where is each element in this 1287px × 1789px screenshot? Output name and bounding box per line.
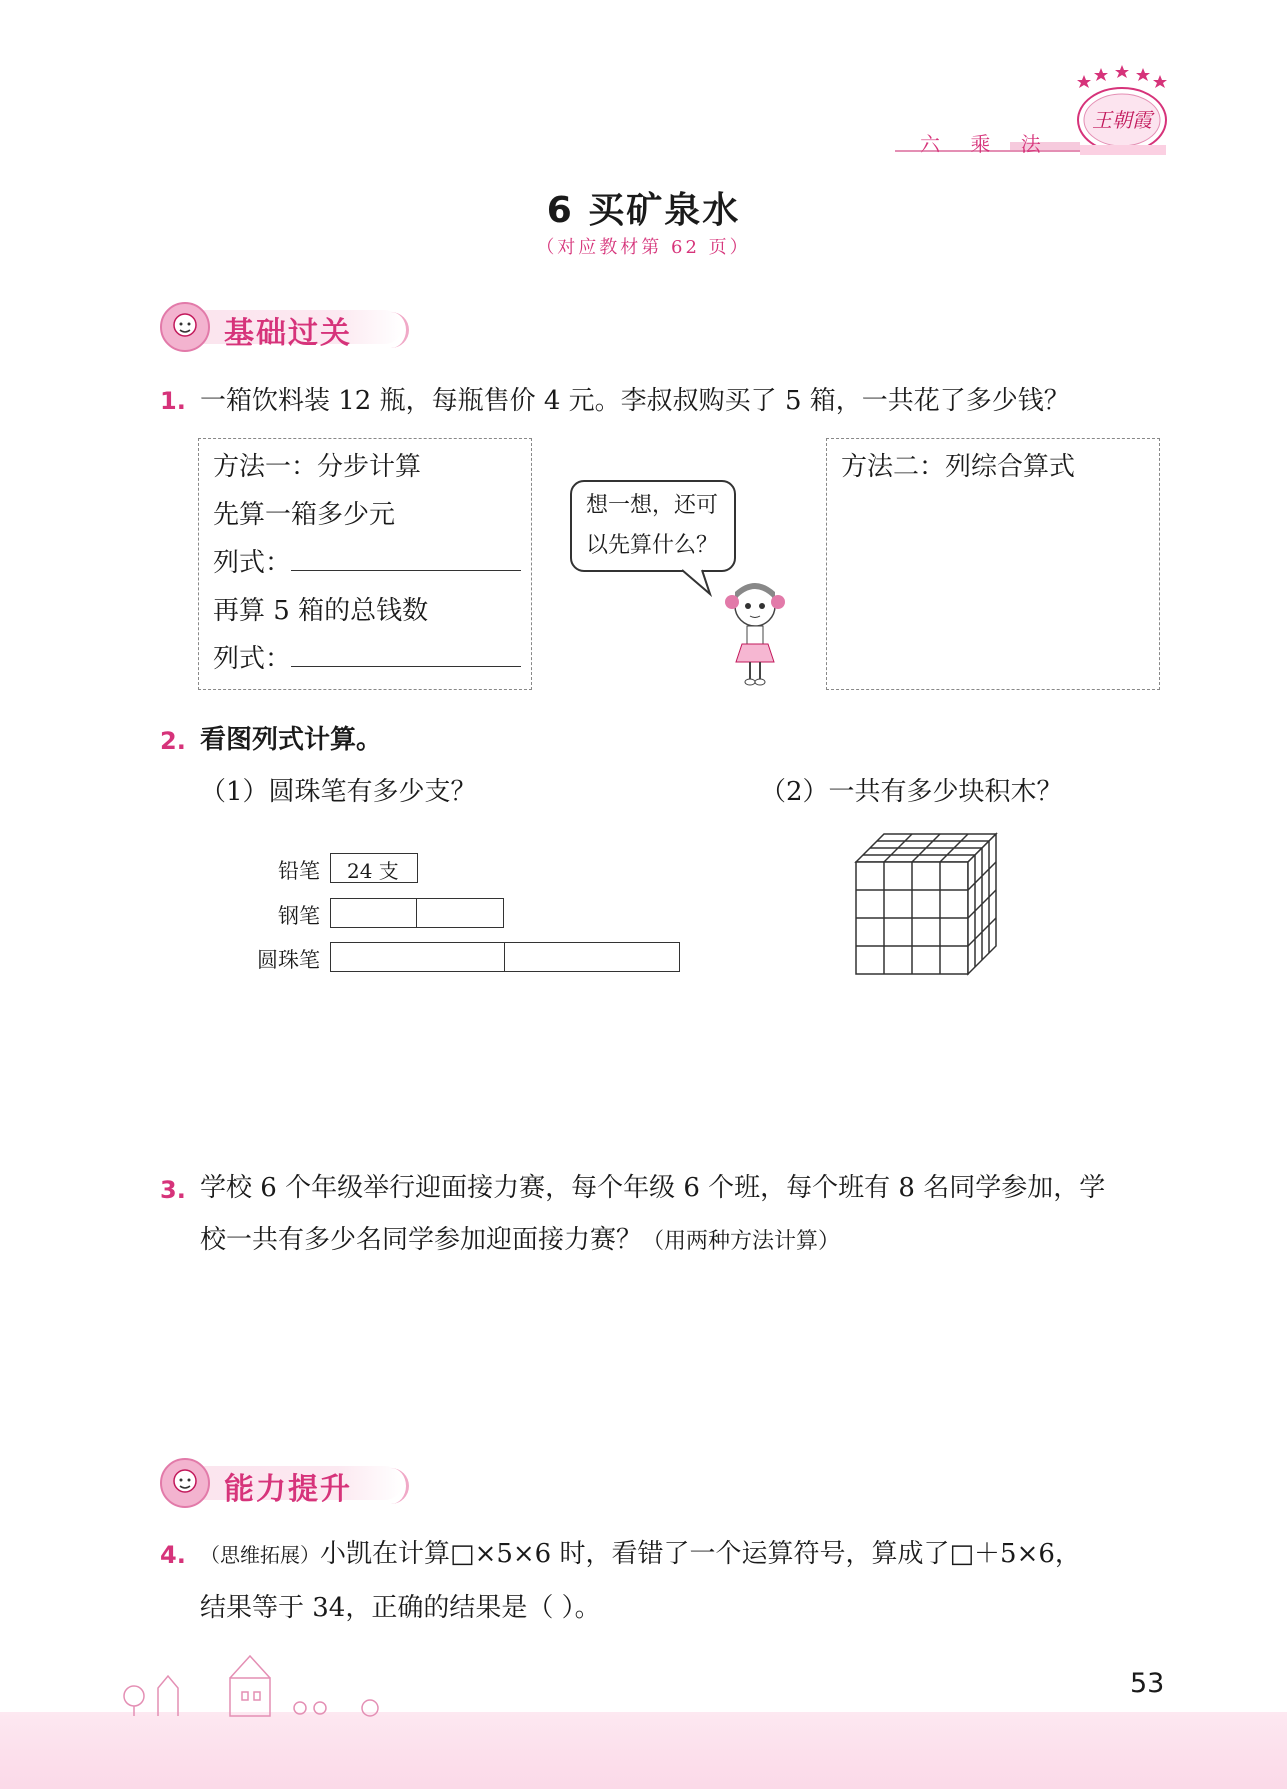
cartoon-boy-icon: [160, 1458, 210, 1508]
footer-band: [0, 1712, 1287, 1789]
pen-segment: [330, 898, 418, 928]
method-one-step1: 先算一箱多少元: [213, 500, 396, 530]
question-text: 看图列式计算。: [200, 725, 383, 755]
chapter-title: 六 乘 法: [920, 132, 1053, 156]
question-text-line1: 学校 6 个年级举行迎面接力赛，每个年级 6 个班，每个班有 8 名同学参加，学: [200, 1173, 1106, 1203]
logo-text: 王朝霞: [1092, 108, 1152, 132]
segment-diagram: [240, 850, 680, 980]
hint-bubble: [570, 480, 736, 572]
publisher-logo: [1070, 65, 1175, 157]
row-label-pencil: 铅笔: [278, 859, 320, 883]
method-one-step2: 再算 5 箱的总钱数: [213, 596, 429, 626]
pencil-value: 24 支: [347, 859, 399, 883]
hint-line: 想一想，还可: [586, 493, 719, 518]
question-number: 4.: [160, 1541, 186, 1569]
method-two-box[interactable]: [826, 438, 1160, 690]
ballpen-segment: [504, 942, 680, 972]
question-number: 1.: [160, 387, 186, 415]
method-one-title: 方法一：分步计算: [213, 452, 422, 482]
question-number: 2.: [160, 727, 186, 755]
question-text: 校一共有多少名同学参加迎面接力赛？: [200, 1225, 643, 1255]
subquestion-2: （2）一共有多少块积木？: [760, 777, 1063, 807]
method-two-title: 方法二：列综合算式: [841, 452, 1076, 482]
section-advanced-heading: [160, 1458, 420, 1508]
formula-label: 列式：: [213, 644, 292, 674]
ballpen-segment: [330, 942, 506, 972]
formula-row-1: [213, 539, 521, 587]
formula-label: 列式：: [213, 548, 292, 578]
row-label-pen: 钢笔: [278, 904, 320, 928]
answer-blank[interactable]: [291, 548, 521, 571]
section-label: 能力提升: [224, 1472, 352, 1507]
row-label-ballpen: 圆珠笔: [257, 948, 320, 972]
method-one-box: [198, 438, 532, 690]
lesson-subtitle: （对应教材第 62 页）: [536, 237, 751, 258]
answer-blank[interactable]: [291, 644, 521, 667]
section-basic-heading: [160, 302, 420, 352]
footer-castle-decoration: [120, 1648, 420, 1718]
subquestion-1: （1）圆珠笔有多少支？: [200, 777, 477, 807]
question-text-line2: [200, 1214, 1200, 1268]
bubble-tail: [680, 568, 720, 598]
blocks-cube-figure: [850, 828, 1002, 980]
cartoon-boy-icon: [160, 302, 210, 352]
question-tag: （思维拓展）: [200, 1543, 320, 1567]
question-number: 3.: [160, 1176, 186, 1204]
question-text-line2: 结果等于 34，正确的结果是（ ）。: [200, 1593, 601, 1623]
hint-line: 以先算什么？: [586, 533, 719, 558]
question-text-line1: [200, 1528, 1200, 1581]
pencil-segment: [330, 853, 418, 883]
formula-row-2: [213, 635, 521, 683]
question-text: 小凯在计算□×5×6 时，看错了一个运算符号，算成了□＋5×6，: [320, 1539, 1081, 1569]
cartoon-girl-icon: [720, 578, 790, 693]
lesson-title: 6 买矿泉水: [546, 190, 741, 231]
pen-segment: [416, 898, 504, 928]
section-label: 基础过关: [224, 316, 352, 351]
question-note: （用两种方法计算）: [642, 1229, 841, 1254]
question-text: 一箱饮料装 12 瓶，每瓶售价 4 元。李叔叔购买了 5 箱，一共花了多少钱？: [200, 386, 1070, 416]
page-number: 53: [1130, 1668, 1165, 1699]
